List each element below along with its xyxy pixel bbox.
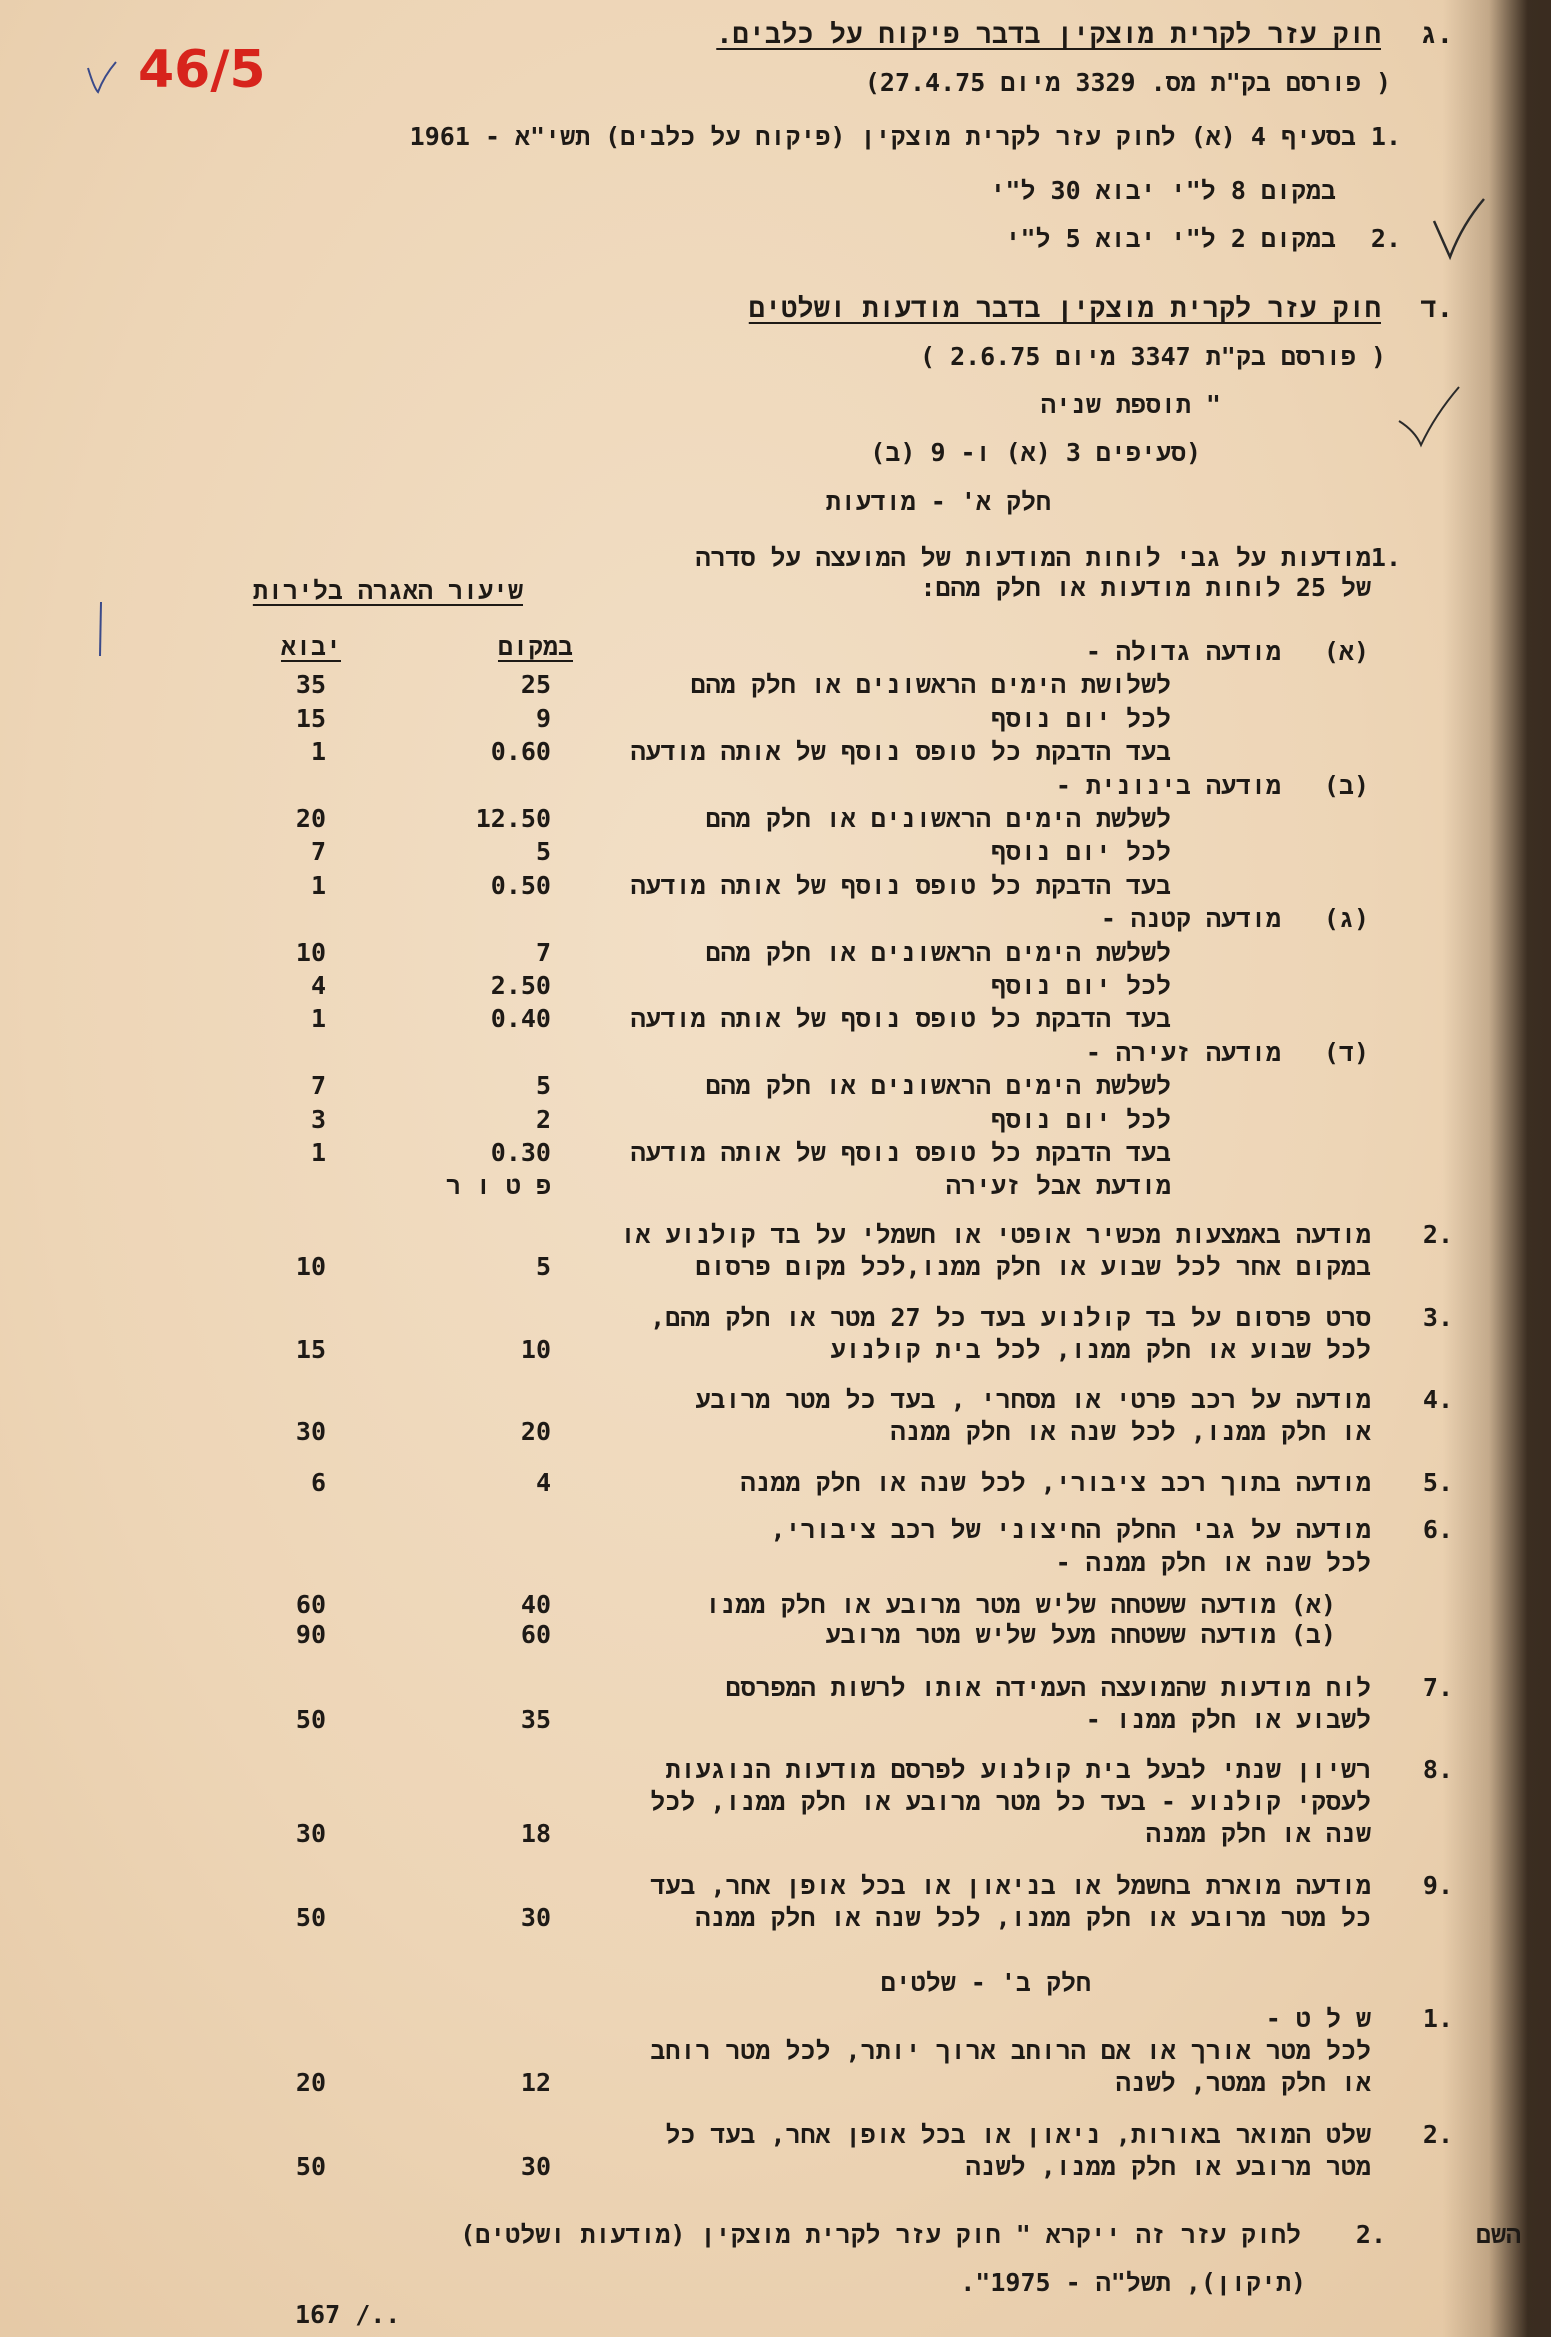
- row-old-value: 9: [535, 704, 551, 733]
- row-old-value: 2.50: [490, 971, 551, 1000]
- section-g-item1-text: בסעיף 4 (א) לחוק עזר לקרית מוצקין (פיקוח על כלבים) תשי"א - 1961: [409, 122, 1356, 151]
- section-g-title: חוק עזר לקרית מוצקין בדבר פיקוח על כלבים.: [716, 19, 1381, 50]
- item-1-number: .1: [1370, 543, 1401, 572]
- item-old-value: 30: [520, 1903, 551, 1932]
- row-label: (ב): [1323, 771, 1369, 800]
- row-label: (ג): [1323, 904, 1369, 933]
- section-d-letter: .ד: [1420, 293, 1453, 324]
- item-number: .7: [1422, 1673, 1453, 1702]
- name-label: השם: [1475, 2220, 1521, 2249]
- row-new-value: 1: [310, 1138, 326, 1167]
- item-line-2: לעסקי קולנוע - בעד כל מטר מרובע או חלק ממנו, לכל: [650, 1787, 1371, 1816]
- row-text: בעד הדבקת כל טופס נוסף של אותה מודעה: [630, 871, 1171, 900]
- item-6-a: (א) מודעה ששטחה שליש מטר מרובע או חלק ממנו: [705, 1590, 1336, 1619]
- item-1-line-2: של 25 לוחות מודעות או חלק מהם:: [920, 573, 1371, 602]
- row-old-value: פ ט ו ר: [445, 1171, 551, 1200]
- item-old-value: 35: [520, 1705, 551, 1734]
- section-d-published: ( פורסם בק"ת 3347 מיום 2.6.75 ): [919, 342, 1386, 371]
- item-number: .5: [1422, 1468, 1453, 1497]
- item-6-b-new: 90: [295, 1620, 326, 1649]
- item-line-2: או חלק ממנו, לכל שנה או חלק ממנה: [890, 1417, 1371, 1446]
- part-b-title: חלק ב' - שלטים: [880, 1968, 1091, 1997]
- row-old-value: 7: [535, 938, 551, 967]
- row-new-value: 1: [310, 1004, 326, 1033]
- item-new-value: 50: [295, 1705, 326, 1734]
- item-number: .8: [1422, 1755, 1453, 1784]
- section-g-letter: .ג: [1420, 19, 1453, 50]
- part-b-s1-line-2: לכל מטר אורך או אם הרוחב ארוך יותר, לכל מטר רוחב: [650, 2036, 1371, 2065]
- item-old-value: 5: [535, 1252, 551, 1281]
- item-line-1: מודעה בתוך רכב ציבורי, לכל שנה או חלק ממנה: [740, 1468, 1371, 1497]
- row-new-value: 1: [310, 871, 326, 900]
- row-text: לשלשת הימים הראשונים או חלק מהם: [705, 804, 1171, 833]
- part-b-s2-number: .2: [1422, 2120, 1453, 2149]
- item-new-value: 30: [295, 1819, 326, 1848]
- part-b-s2-line-1: שלט המואר באורות, ניאון או בכל אופן אחר, בעד כל: [665, 2120, 1371, 2149]
- row-text: לכל יום נוסף: [990, 971, 1171, 1000]
- item-old-value: 20: [520, 1417, 551, 1446]
- item-line-1: סרט פרסום על בד קולנוע בעד כל 27 מטר או חלק מהם,: [650, 1303, 1371, 1332]
- item-line-2: לשבוע או חלק ממנו -: [1085, 1705, 1371, 1734]
- part-b-s1-new: 20: [295, 2068, 326, 2097]
- name-line-2: (תיקון), תשל"ה - 1975".: [960, 2268, 1306, 2297]
- name-number: .2: [1355, 2220, 1386, 2249]
- part-b-s2-old: 30: [520, 2152, 551, 2181]
- section-g-line-a: במקום 8 ל"י יבוא 30 ל"י: [990, 176, 1336, 205]
- row-new-value: 1: [310, 737, 326, 766]
- row-new-value: 15: [295, 704, 326, 733]
- part-b-s2-line-2: מטר מרובע או חלק ממנו, לשנה: [965, 2152, 1371, 2181]
- item-6-line-1: מודעה על גבי החלק החיצוני של רכב ציבורי,: [770, 1515, 1371, 1544]
- footer-page-number: 167 /..: [295, 2300, 401, 2329]
- section-g-line-b-number: .2: [1370, 224, 1401, 253]
- row-text: מודעת אבל זעירה: [945, 1171, 1171, 1200]
- row-new-value: 3: [310, 1105, 326, 1134]
- row-new-value: 20: [295, 804, 326, 833]
- item-number: .4: [1422, 1385, 1453, 1414]
- item-6-number: .6: [1422, 1515, 1453, 1544]
- item-line-3: שנה או חלק ממנה: [1145, 1819, 1371, 1848]
- row-old-value: 5: [535, 837, 551, 866]
- row-text: לשלשת הימים הראשונים או חלק מהם: [705, 1071, 1171, 1100]
- row-old-value: 2: [535, 1105, 551, 1134]
- item-6-a-new: 60: [295, 1590, 326, 1619]
- section-d-addition: " תוספת שניה: [1040, 390, 1221, 419]
- item-line-1: רשיון שנתי לבעל בית קולנוע לפרסם מודעות הנוגעות: [665, 1755, 1371, 1784]
- item-1-line-1: מודעות על גבי לוחות המודעות של המועצה על סדרה: [695, 543, 1371, 572]
- item-new-value: 50: [295, 1903, 326, 1932]
- row-new-value: 7: [310, 1071, 326, 1100]
- will-come-header: יבוא: [280, 632, 341, 661]
- item-number: .9: [1422, 1871, 1453, 1900]
- check-mark-icon: [1430, 195, 1490, 265]
- row-old-value: 12.50: [475, 804, 551, 833]
- margin-tick-icon: [96, 600, 106, 660]
- item-line-2: במקום אחר לכל שבוע או חלק ממנו,לכל מקום פרסום: [695, 1252, 1371, 1281]
- item-old-value: 4: [535, 1468, 551, 1497]
- section-d-clauses: (סעיפים 3 (א) ו- 9 (ב): [870, 438, 1201, 467]
- item-6-b-old: 60: [520, 1620, 551, 1649]
- section-g-item1-number: .1: [1370, 122, 1401, 151]
- row-new-value: 4: [310, 971, 326, 1000]
- row-text: לכל יום נוסף: [990, 837, 1171, 866]
- name-line-1: לחוק עזר זה ייקרא " חוק עזר לקרית מוצקין (מודעות ושלטים): [460, 2220, 1301, 2249]
- row-text: בעד הדבקת כל טופס נוסף של אותה מודעה: [630, 1138, 1171, 1167]
- row-old-value: 0.30: [490, 1138, 551, 1167]
- part-a-title: חלק א' - מודעות: [825, 487, 1051, 516]
- row-text: מודעה גדולה -: [1085, 637, 1281, 666]
- row-old-value: 0.50: [490, 871, 551, 900]
- row-text: מודעה בינונית -: [1055, 771, 1281, 800]
- section-g-line-b: במקום 2 ל"י יבוא 5 ל"י: [1005, 224, 1336, 253]
- row-text: לכל יום נוסף: [990, 704, 1171, 733]
- part-b-s1-old: 12: [520, 2068, 551, 2097]
- item-6-a-old: 40: [520, 1590, 551, 1619]
- item-line-2: כל מטר מרובע או חלק ממנו, לכל שנה או חלק ממנה: [695, 1903, 1371, 1932]
- instead-header: במקום: [497, 632, 573, 661]
- row-old-value: 25: [520, 670, 551, 699]
- row-new-value: 35: [295, 670, 326, 699]
- part-b-s1-line-3: או חלק ממטר, לשנה: [1115, 2068, 1371, 2097]
- row-label: (א): [1323, 637, 1369, 666]
- item-6-line-2: לכל שנה או חלק ממנה -: [1055, 1548, 1371, 1577]
- item-line-1: לוח מודעות שהמועצה העמידה אותו לרשות המפרסם: [725, 1673, 1371, 1702]
- row-old-value: 0.40: [490, 1004, 551, 1033]
- row-text: בעד הדבקת כל טופס נוסף של אותה מודעה: [630, 737, 1171, 766]
- page-mark: 46/5: [138, 40, 266, 100]
- section-d-title: חוק עזר לקרית מוצקין בדבר מודעות ושלטים: [748, 293, 1381, 324]
- row-text: לשלשת הימים הראשונים או חלק מהם: [705, 938, 1171, 967]
- row-text: לכל יום נוסף: [990, 1105, 1171, 1134]
- row-old-value: 5: [535, 1071, 551, 1100]
- check-mark-icon: [1395, 385, 1465, 455]
- item-number: .2: [1422, 1220, 1453, 1249]
- row-label: (ד): [1323, 1038, 1369, 1067]
- item-new-value: 6: [310, 1468, 326, 1497]
- item-6-b: (ב) מודעה ששטחה מעל שליש מטר מרובע: [825, 1620, 1336, 1649]
- item-line-1: מודעה על רכב פרטי או מסחרי , בעד כל מטר מרובע: [695, 1385, 1371, 1414]
- item-new-value: 10: [295, 1252, 326, 1281]
- item-number: .3: [1422, 1303, 1453, 1332]
- item-old-value: 18: [520, 1819, 551, 1848]
- part-b-s1-number: .1: [1422, 2004, 1453, 2033]
- row-text: לשלושת הימים הראשונים או חלק מהם: [690, 670, 1171, 699]
- item-line-1: מודעה באמצעות מכשיר אופטי או חשמלי על בד קולנוע או: [620, 1220, 1371, 1249]
- part-b-s1-line-1: ש ל ט -: [1265, 2004, 1371, 2033]
- item-new-value: 15: [295, 1335, 326, 1364]
- row-text: בעד הדבקת כל טופס נוסף של אותה מודעה: [630, 1004, 1171, 1033]
- rate-header: שיעור האגרה בלירות: [252, 576, 523, 605]
- row-new-value: 7: [310, 837, 326, 866]
- row-new-value: 10: [295, 938, 326, 967]
- row-text: מודעה זעירה -: [1085, 1038, 1281, 1067]
- row-old-value: 0.60: [490, 737, 551, 766]
- check-mark-icon: [82, 58, 122, 98]
- row-text: מודעה קטנה -: [1100, 904, 1281, 933]
- item-old-value: 10: [520, 1335, 551, 1364]
- item-line-1: מודעה מוארת בחשמל או בניאון או בכל אופן אחר, בעד: [650, 1871, 1371, 1900]
- section-g-published: ( פורסם בק"ת מס. 3329 מיום 27.4.75): [864, 68, 1391, 97]
- item-line-2: לכל שבוע או חלק ממנו, לכל בית קולנוע: [830, 1335, 1371, 1364]
- item-new-value: 30: [295, 1417, 326, 1446]
- part-b-s2-new: 50: [295, 2152, 326, 2181]
